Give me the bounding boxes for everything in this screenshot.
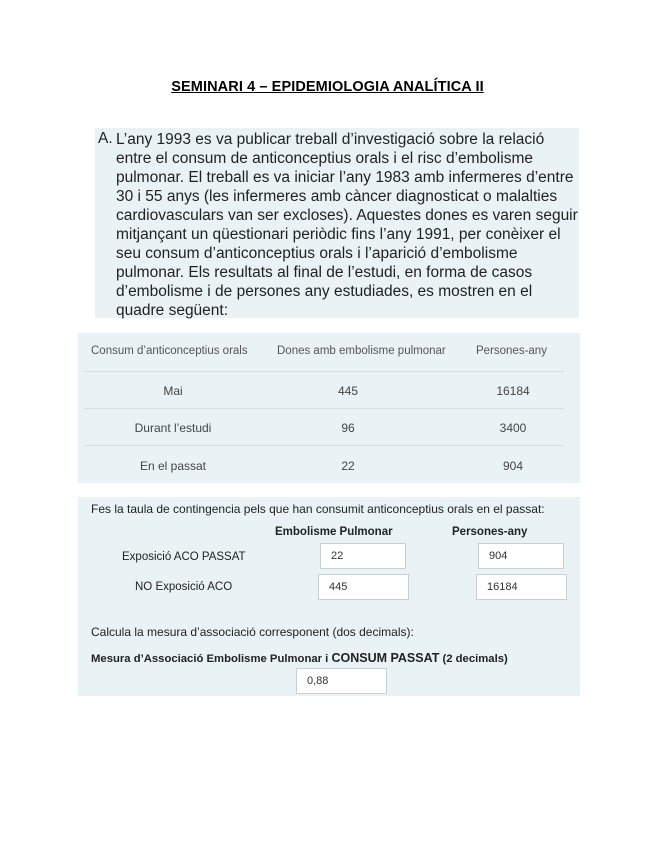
table-cell: 96 (341, 421, 355, 435)
page-title: SEMINARI 4 – EPIDEMIOLOGIA ANALÍTICA II (171, 79, 484, 95)
table-cell: 904 (502, 459, 524, 473)
table-cell: En el passat (139, 459, 207, 473)
contingency-form (78, 497, 580, 696)
table-header-casos: Dones amb embolisme pulmonar (277, 345, 446, 357)
question-text: L’any 1993 es va publicar treball d’investigació sobre la relació entre el consum de anticonceptius orals i el risc d’embolisme pulmonar. El treball es va iniciar l’any 1983 amb infermeres d’entre 30 i 55 anys (les infermeres amb càncer diagnosticat o malalties cardiovasculars van ser excloses). Aquestes dones es varen seguir mitjançant un qüestionari periòdic fins l’any 1991, per conèixer el seu consum d’anticonceptius orals i l’aparició d’embolisme pulmonar. Els resultats al final de l’estudi, en forma de casos d’embolisme i de persones any estudiades, es mostren en el quadre següent: (116, 131, 578, 319)
row-label-unexposed: NO Exposició ACO (135, 581, 233, 593)
intro-question (95, 128, 579, 318)
contingency-prompt: Fes la taula de contingencia pels que han consumit anticonceptius orals en el passat: (91, 502, 545, 516)
column-header-embolisme: Embolisme Pulmonar (275, 526, 393, 538)
column-header-persones-any: Persones-any (452, 526, 528, 538)
table-header-consum: Consum d’anticonceptius orals (91, 345, 248, 357)
table-cell: 445 (337, 384, 359, 398)
measure-label-highlight: CONSUM PASSAT (331, 651, 440, 665)
row-divider (84, 445, 564, 446)
row-label-exposed: Exposició ACO PASSAT (122, 551, 246, 563)
row-divider (84, 408, 564, 409)
measure-answer-input[interactable]: 0,88 (296, 668, 387, 694)
table-cell: 3400 (499, 421, 527, 435)
measure-label-suffix: (2 decimals) (439, 653, 508, 665)
table-header-persones-any: Persones-any (476, 345, 547, 357)
exposed-person-years-input[interactable]: 904 (478, 543, 564, 569)
measure-prompt: Calcula la mesura d’associació corresponent (dos decimals): (91, 625, 414, 639)
results-table (78, 333, 580, 483)
exposed-cases-input[interactable]: 22 (320, 543, 406, 569)
measure-label-prefix: Mesura d’Associació Embolisme Pulmonar i (91, 653, 332, 665)
question-marker: A. (98, 130, 113, 147)
table-cell: 22 (341, 459, 355, 473)
table-cell: Durant l’estudi (134, 421, 212, 435)
unexposed-person-years-input[interactable]: 16184 (476, 574, 567, 600)
row-divider (84, 371, 564, 372)
table-cell: Mai (163, 384, 183, 398)
measure-label (91, 651, 508, 665)
table-cell: 16184 (496, 384, 530, 398)
unexposed-cases-input[interactable]: 445 (318, 574, 409, 600)
